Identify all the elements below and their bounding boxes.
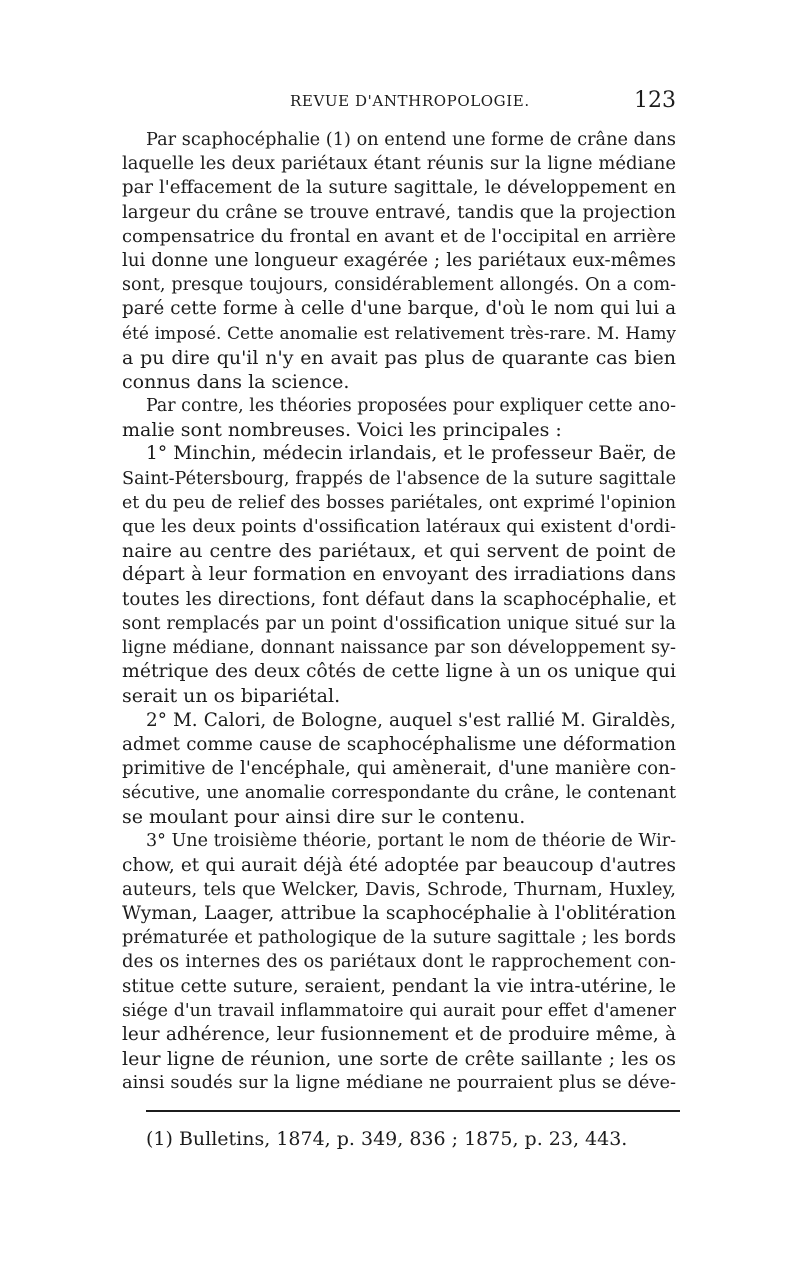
footnote: (1) Bulletins, 1874, p. 349, 836 ; 1875, p. 23, 443. [146, 1128, 628, 1150]
text-line: serait un os bipariétal. [122, 685, 341, 708]
text-line: ligne médiane, donnant naissance par son développement sy- [122, 637, 676, 658]
text-line: sont remplacés par un point d'ossification unique situé sur la [122, 612, 676, 634]
text-line: sont, presque toujours, considérablement allongés. On a com- [122, 275, 676, 296]
body-text [122, 128, 676, 1096]
header-title: REVUE D'ANTHROPOLOGIE. [290, 92, 530, 110]
text-line: Saint-Pétersbourg, frappés de l'absence de la suture sagittale [122, 468, 676, 489]
text-line: malie sont nombreuses. Voici les principales : [122, 419, 562, 442]
text-line: stitue cette suture, seraient, pendant la vie intra-utérine, le [122, 975, 676, 997]
text-line: départ à leur formation en envoyant des irradiations dans [122, 564, 676, 586]
text-line: lui donne une longueur exagérée ; les pariétaux eux-mêmes [122, 249, 676, 271]
text-line: a pu dire qu'il n'y en avait pas plus de quarante cas bien [122, 346, 676, 369]
text-line: ainsi soudés sur la ligne médiane ne pourraient plus se déve- [122, 1073, 676, 1094]
text-line: que les deux points d'ossification latéraux qui existent d'ordi- [122, 517, 676, 537]
text-line: des os internes des os pariétaux dont le rapprochement con- [122, 951, 676, 973]
text-line: admet comme cause de scaphocéphalisme une déformation [122, 733, 676, 755]
text-line: auteurs, tels que Welcker, Davis, Schrode, Thurnam, Huxley, [122, 878, 676, 900]
text-line: et du peu de relief des bosses pariétales, ont exprimé l'opinion [122, 492, 676, 513]
text-line: 1° Minchin, médecin irlandais, et le professeur Baër, de [146, 443, 676, 465]
text-line: compensatrice du frontal en avant et de l'occipital en arrière [122, 225, 676, 247]
text-line: Wyman, Laager, attribue la scaphocéphalie à l'oblitération [122, 903, 676, 924]
text-line: prématurée et pathologique de la suture sagittale ; les bords [122, 927, 676, 949]
text-line: largeur du crâne se trouve entravé, tandis que la projection [122, 201, 676, 223]
text-line: par l'effacement de la suture sagittale, le développement en [122, 177, 676, 199]
text-line: laquelle les deux pariétaux étant réunis sur la ligne médiane [122, 153, 676, 175]
running-head [122, 88, 676, 118]
text-line: connus dans la science. [122, 370, 350, 393]
text-line: paré cette forme à celle d'une barque, d'où le nom qui lui a [122, 298, 676, 320]
text-line: chow, et qui aurait déjà été adoptée par beaucoup d'autres [122, 854, 676, 876]
footnote-rule [146, 1110, 680, 1112]
text-line: leur adhérence, leur fusionnement et de produire même, à [122, 1023, 676, 1045]
text-line: primitive de l'encéphale, qui amènerait, d'une manière con- [122, 757, 676, 779]
page-number: 123 [634, 88, 676, 113]
text-line: toutes les directions, font défaut dans la scaphocéphalie, et [122, 588, 676, 610]
text-line: 2° M. Calori, de Bologne, auquel s'est rallié M. Giraldès, [146, 709, 676, 731]
text-line: sécutive, une anomalie correspondante du crâne, le contenant [122, 783, 676, 804]
text-line: se moulant pour ainsi dire sur le contenu. [122, 806, 526, 829]
text-line: métrique des deux côtés de cette ligne à un os unique qui [122, 661, 676, 683]
text-line: siége d'un travail inflammatoire qui aurait pour effet d'amener [122, 1000, 676, 1021]
text-line: 3° Une troisième théorie, portant le nom de théorie de Wir- [146, 831, 676, 852]
text-line: Par contre, les théories proposées pour expliquer cette ano- [146, 396, 676, 417]
text-line: été imposé. Cette anomalie est relativement très-rare. M. Hamy [122, 323, 676, 344]
text-line: leur ligne de réunion, une sorte de crête saillante ; les os [122, 1048, 676, 1071]
text-line: Par scaphocéphalie (1) on entend une forme de crâne dans [146, 130, 676, 150]
text-line: naire au centre des pariétaux, et qui servent de point de [122, 540, 676, 563]
